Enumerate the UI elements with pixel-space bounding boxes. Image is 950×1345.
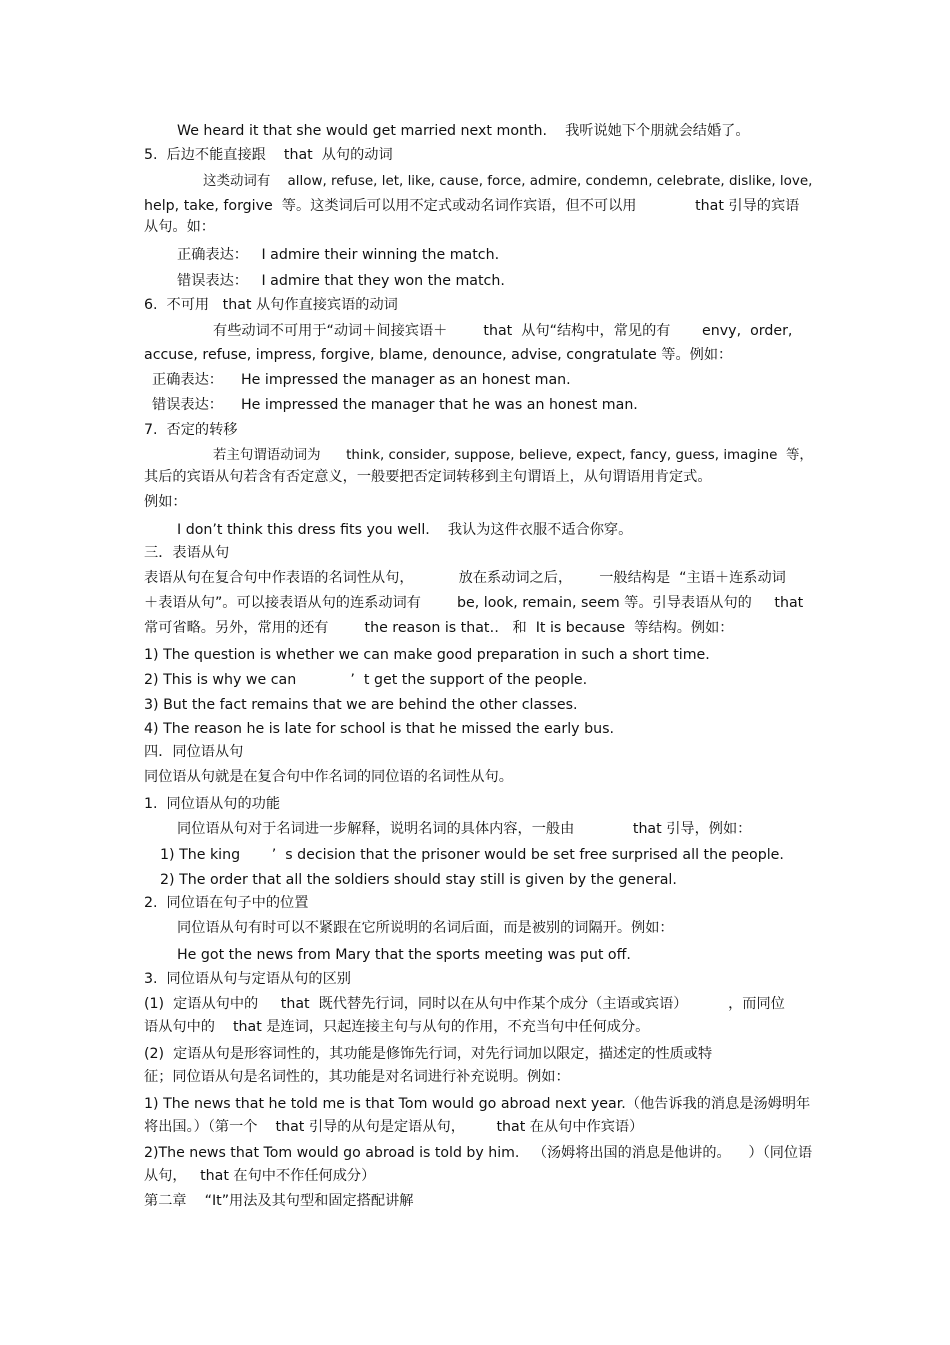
text-line: 这类动词有 allow, refuse, let, like, cause, force, admire, condemn, celebrate, dislike, love,: [203, 173, 813, 189]
example-sentence: 1) The question is whether we can make good preparation in such a short time.: [144, 647, 710, 663]
chapter-heading: 第二章 “It”用法及其句型和固定搭配讲解: [144, 1193, 414, 1209]
text-line: ＋表语从句”。可以接表语从句的连系动词有 be, look, remain, seem 等。引导表语从句的 that: [144, 595, 804, 611]
example-sentence: I don’t think this dress fits you well. 我认为这件衣服不适合你穿。: [177, 522, 633, 538]
text-line: (1) 定语从句中的 that 既代替先行词，同时以在从句中作某个成分（主语或宾语） ，而同位: [144, 996, 785, 1012]
example-correct: 正确表达： He impressed the manager as an honest man.: [152, 372, 571, 388]
example-sentence: 2) The order that all the soldiers should stay still is given by the general.: [160, 872, 677, 888]
section-heading: 2. 同位语在句子中的位置: [144, 895, 309, 911]
text-line: accuse, refuse, impress, forgive, blame, denounce, advise, congratulate 等。例如：: [144, 347, 733, 363]
text-line: 从句。如：: [144, 219, 215, 235]
text-line: 若主句谓语动词为 think, consider, suppose, believe, expect, fancy, guess, imagine 等，: [213, 448, 813, 463]
text-line: 同位语从句就是在复合句中作名词的同位语的名词性从句。: [144, 769, 513, 785]
text-line: 常可省略。另外，常用的还有 the reason is that‥ 和 It is because 等结构。例如：: [144, 620, 734, 636]
section-heading: 3. 同位语从句与定语从句的区别: [144, 971, 351, 987]
text-line: help, take, forgive 等。这类词后可以用不定式或动名词作宾语，但不可以用 that 引导的宾语: [144, 198, 800, 214]
text-line: 同位语从句有时可以不紧跟在它所说明的名词后面，而是被别的词隔开。例如：: [177, 920, 674, 936]
example-sentence: 2)The news that Tom would go abroad is told by him. （汤姆将出国的消息是他讲的。 ）（同位语: [144, 1145, 813, 1161]
example-sentence: 2) This is why we can ’ t get the support of the people.: [144, 672, 588, 688]
section-heading: 6. 不可用 that 从句作直接宾语的动词: [144, 297, 398, 313]
example-sentence: 3) But the fact remains that we are behind the other classes.: [144, 697, 578, 713]
text-line: 语从句中的 that 是连词，只起连接主句与从句的作用，不充当句中任何成分。: [144, 1019, 650, 1035]
section-heading: 7. 否定的转移: [144, 422, 238, 438]
text-line: 例如：: [144, 494, 187, 510]
text-line: 同位语从句对于名词进一步解释，说明名词的具体内容，一般由 that 引导，例如：: [177, 821, 752, 837]
example-sentence: 4) The reason he is late for school is that he missed the early bus.: [144, 721, 614, 737]
text-line: 其后的宾语从句若含有否定意义，一般要把否定词转移到主句谓语上，从句谓语用肯定式。: [144, 469, 712, 485]
example-sentence: 将出国。）（第一个 that 引导的从句是定语从句， that 在从句中作宾语）: [144, 1119, 644, 1135]
example-sentence: 1) The news that he told me is that Tom would go abroad next year.（他告诉我的消息是汤姆明年: [144, 1096, 811, 1112]
example-sentence: 从句， that 在句中不作任何成分）: [144, 1168, 376, 1184]
example-wrong: 错误表达： He impressed the manager that he was an honest man.: [152, 397, 638, 413]
example-wrong: 错误表达： I admire that they won the match.: [177, 273, 505, 289]
section-heading: 5. 后边不能直接跟 that 从句的动词: [144, 147, 393, 163]
text-line: (2) 定语从句是形容词性的，其功能是修饰先行词，对先行词加以限定，描述定的性质或特: [144, 1046, 713, 1062]
text-line: 征；同位语从句是名词性的，其功能是对名词进行补充说明。例如：: [144, 1069, 570, 1085]
text-line: 表语从句在复合句中作表语的名词性从句， 放在系动词之后， 一般结构是 “主语＋连系动词: [144, 570, 786, 586]
chapter-section-heading: 三．表语从句: [144, 545, 230, 561]
example-sentence: He got the news from Mary that the sports meeting was put off.: [177, 947, 631, 963]
example-sentence: 1) The king ’ s decision that the prisoner would be set free surprised all the people.: [160, 847, 784, 863]
example-correct: 正确表达： I admire their winning the match.: [177, 247, 500, 263]
text-line: 有些动词不可用于“动词＋间接宾语＋ that 从句“结构中，常见的有 envy, order,: [213, 323, 793, 339]
text-line: We heard it that she would get married next month. 我听说她下个朋就会结婚了。: [177, 123, 750, 139]
section-heading: 1. 同位语从句的功能: [144, 796, 281, 812]
chapter-section-heading: 四．同位语从句: [144, 744, 244, 760]
